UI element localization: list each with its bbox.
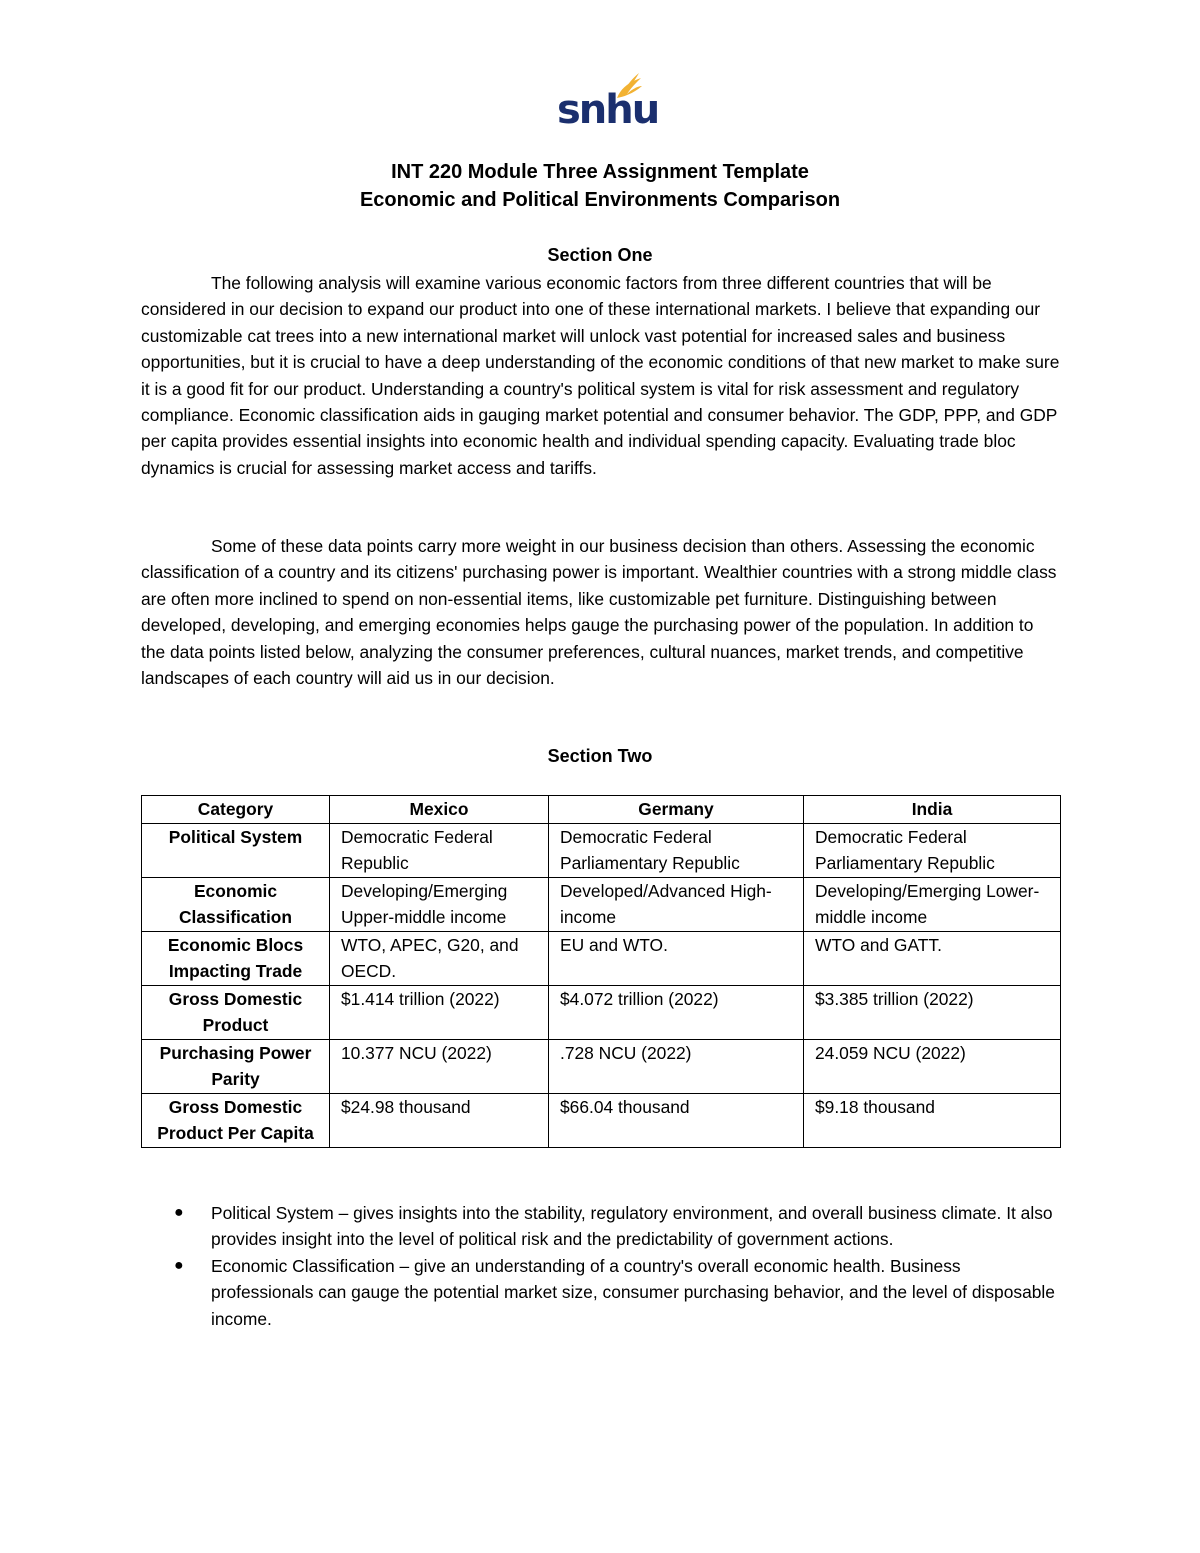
cell-germany: $4.072 trillion (2022) — [549, 985, 804, 1039]
header-germany: Germany — [549, 796, 804, 824]
row-category: Political System — [142, 823, 330, 877]
bullet-icon: ● — [174, 1256, 184, 1274]
cell-india: 24.059 NCU (2022) — [804, 1039, 1061, 1093]
table-row — [142, 823, 1061, 877]
list-item — [141, 1253, 1061, 1332]
logo-text: snhu — [557, 87, 659, 133]
comparison-table — [141, 795, 1061, 1148]
document-title: INT 220 Module Three Assignment Template — [391, 161, 809, 183]
header-india: India — [804, 796, 1061, 824]
header-category: Category — [142, 796, 330, 824]
table-row — [142, 1093, 1061, 1147]
table-row — [142, 877, 1061, 931]
table-header-row — [142, 796, 1061, 824]
cell-germany: EU and WTO. — [549, 931, 804, 985]
cell-mexico: $1.414 trillion (2022) — [330, 985, 549, 1039]
table-row — [142, 985, 1061, 1039]
list-item — [141, 1200, 1061, 1253]
row-category: Economic Blocs Impacting Trade — [142, 931, 330, 985]
cell-india: WTO and GATT. — [804, 931, 1061, 985]
cell-mexico: Developing/Emerging Upper-middle income — [330, 877, 549, 931]
cell-india: Democratic Federal Parliamentary Republic — [804, 823, 1061, 877]
cell-india: $9.18 thousand — [804, 1093, 1061, 1147]
cell-germany: Democratic Federal Parliamentary Republic — [549, 823, 804, 877]
section-two-heading: Section Two — [547, 746, 653, 766]
table-row — [142, 1039, 1061, 1093]
definitions-list — [141, 1200, 1061, 1332]
section-one-paragraph-2: Some of these data points carry more weight in our business decision than others. Assessing the economic classification of a country and its citizens' purchasing power is important. Wealthier countries with a strong middle class are often more inclined to spend on non-essential items, like customizable pet furniture. Distinguishing between developed, developing, and emerging economies helps gauge the purchasing power of the population. In addition to the data points listed below, analyzing the consumer preferences, cultural nuances, market trends, and competitive landscapes of each country will aid us in our decision. — [141, 536, 1057, 689]
cell-mexico: WTO, APEC, G20, and OECD. — [330, 931, 549, 985]
cell-germany: $66.04 thousand — [549, 1093, 804, 1147]
table-row — [142, 931, 1061, 985]
cell-mexico: 10.377 NCU (2022) — [330, 1039, 549, 1093]
cell-germany: Developed/Advanced High-income — [549, 877, 804, 931]
bullet-icon: ● — [174, 1204, 184, 1221]
section-one-paragraph-1: The following analysis will examine various economic factors from three different countries that will be considered in our decision to expand our product into one of these international markets. I believe that expanding our customizable cat trees into a new international market will unlock vast potential for increased sales and business opportunities, but it is crucial to have a deep understanding of the economic conditions of that new market to make sure it is a good fit for our product. Understanding a country's political system is vital for risk assessment and regulatory compliance. Economic classification aids in gauging market potential and consumer behavior. The GDP, PPP, and GDP per capita provides essential insights into economic health and individual spending capacity. Evaluating trade bloc dynamics is crucial for assessing market access and tariffs. — [141, 273, 1060, 478]
list-item-text: Economic Classification – give an understanding of a country's overall economic health. Business professionals can gauge the potential market size, consumer purchasing behavior, and the level of disposable income. — [211, 1255, 1055, 1329]
list-item-text: Political System – gives insights into the stability, regulatory environment, and overall business climate. It also provides insight into the level of political risk and the predictability of government actions. — [211, 1203, 1053, 1250]
cell-mexico: $24.98 thousand — [330, 1093, 549, 1147]
cell-mexico: Democratic Federal Republic — [330, 823, 549, 877]
row-category: Economic Classification — [142, 877, 330, 931]
cell-germany: .728 NCU (2022) — [549, 1039, 804, 1093]
snhu-logo — [555, 72, 659, 134]
document-subtitle: Economic and Political Environments Comparison — [359, 189, 841, 211]
row-category: Gross Domestic Product Per Capita — [142, 1093, 330, 1147]
cell-india: $3.385 trillion (2022) — [804, 985, 1061, 1039]
row-category: Purchasing Power Parity — [142, 1039, 330, 1093]
row-category: Gross Domestic Product — [142, 985, 330, 1039]
header-mexico: Mexico — [330, 796, 549, 824]
section-one-heading: Section One — [547, 245, 653, 265]
cell-india: Developing/Emerging Lower-middle income — [804, 877, 1061, 931]
